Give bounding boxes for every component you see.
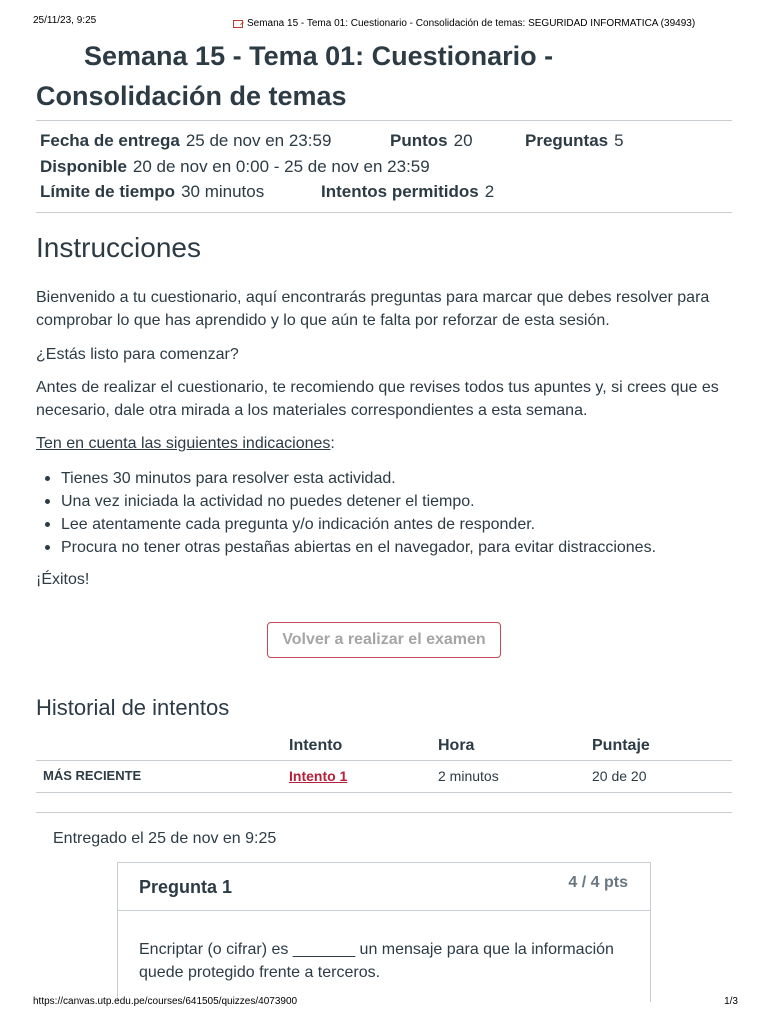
page-title-line1: Semana 15 - Tema 01: Cuestionario - (84, 41, 554, 71)
attempts-value: 2 (484, 182, 495, 201)
available-label: Disponible (40, 157, 127, 176)
submitted-text: Entregado el 25 de nov en 9:25 (53, 830, 277, 847)
availability (40, 157, 430, 177)
time-limit-value: 30 minutos (181, 182, 265, 201)
points (390, 131, 473, 151)
column-header-attempt: Intento (289, 737, 343, 754)
instructions-heading: Instrucciones (36, 232, 201, 263)
list-item: Lee atentamente cada pregunta y/o indicación antes de responder. (36, 513, 726, 536)
table-divider (36, 760, 732, 761)
divider (36, 812, 732, 813)
time-limit (40, 182, 264, 202)
question-points: 4 / 4 pts (568, 874, 628, 891)
most-recent-label: MÁS RECIENTE (43, 768, 142, 783)
questions-label: Preguntas (525, 131, 609, 150)
questions-count (525, 131, 624, 151)
instructions-paragraph: Antes de realizar el cuestionario, te recomiendo que revises todos tus apuntes y, si crees que es necesario, dale otra mirada a los materiales correspondientes a esta semana. (36, 379, 719, 419)
column-header-time: Hora (438, 737, 475, 754)
attempts-label: Intentos permitidos (321, 182, 479, 201)
page-number: 1/3 (724, 996, 738, 1007)
instructions-paragraph: Bienvenido a tu cuestionario, aquí encontrarás preguntas para marcar que debes resolver para comprobar lo que has aprendido y lo que aún te falta por reforzar de esta sesión. (36, 289, 710, 329)
questions-value: 5 (614, 131, 624, 150)
divider (36, 212, 732, 213)
retake-quiz-button[interactable]: Volver a realizar el examen (267, 622, 501, 658)
question-title: Pregunta 1 (139, 877, 233, 897)
divider (36, 120, 732, 121)
attempt-time: 2 minutos (438, 768, 499, 784)
page-title-line2: Consolidación de temas (36, 81, 347, 111)
table-divider (36, 792, 732, 793)
print-title-text: Semana 15 - Tema 01: Cuestionario - Consolidación de temas: SEGURIDAD INFORMATICA (39493) (247, 18, 696, 29)
column-header-score: Puntaje (592, 737, 650, 754)
due-label: Fecha de entrega (40, 131, 180, 150)
indications-underlined: Ten en cuenta las siguientes indicaciones (36, 435, 331, 452)
due-date (40, 131, 331, 151)
indications-colon: : (330, 435, 335, 452)
document-icon (233, 20, 243, 28)
list-item: Una vez iniciada la actividad no puedes detener el tiempo. (36, 490, 726, 513)
print-date: 25/11/23, 9:25 (33, 15, 97, 26)
time-limit-label: Límite de tiempo (40, 182, 176, 201)
question-header (118, 863, 650, 911)
attempt-link[interactable]: Intento 1 (289, 768, 348, 784)
print-header (33, 15, 738, 29)
instructions-paragraph: ¿Estás listo para comenzar? (36, 346, 239, 363)
print-title (233, 18, 695, 29)
points-value: 20 (453, 131, 473, 150)
available-value: 20 de nov en 0:00 - 25 de nov en 23:59 (132, 157, 430, 176)
points-label: Puntos (390, 131, 448, 150)
due-value: 25 de nov en 23:59 (185, 131, 332, 150)
instructions-list (36, 467, 726, 559)
page-title (36, 36, 656, 116)
question-card (117, 862, 651, 1002)
print-url: https://canvas.utp.edu.pe/courses/641505/quizzes/4073900 (33, 996, 298, 1007)
history-heading: Historial de intentos (36, 695, 230, 720)
attempts-allowed (321, 182, 494, 202)
instructions-paragraph (36, 432, 726, 455)
question-text: Encriptar (o cifrar) es _______ un mensaje para que la información quede protegido frente a terceros. (139, 941, 614, 981)
list-item: Procura no tener otras pestañas abiertas en el navegador, para evitar distracciones. (36, 536, 726, 559)
attempt-score: 20 de 20 (592, 768, 647, 784)
closing-text: ¡Éxitos! (36, 571, 90, 588)
list-item: Tienes 30 minutos para resolver esta actividad. (36, 467, 726, 490)
